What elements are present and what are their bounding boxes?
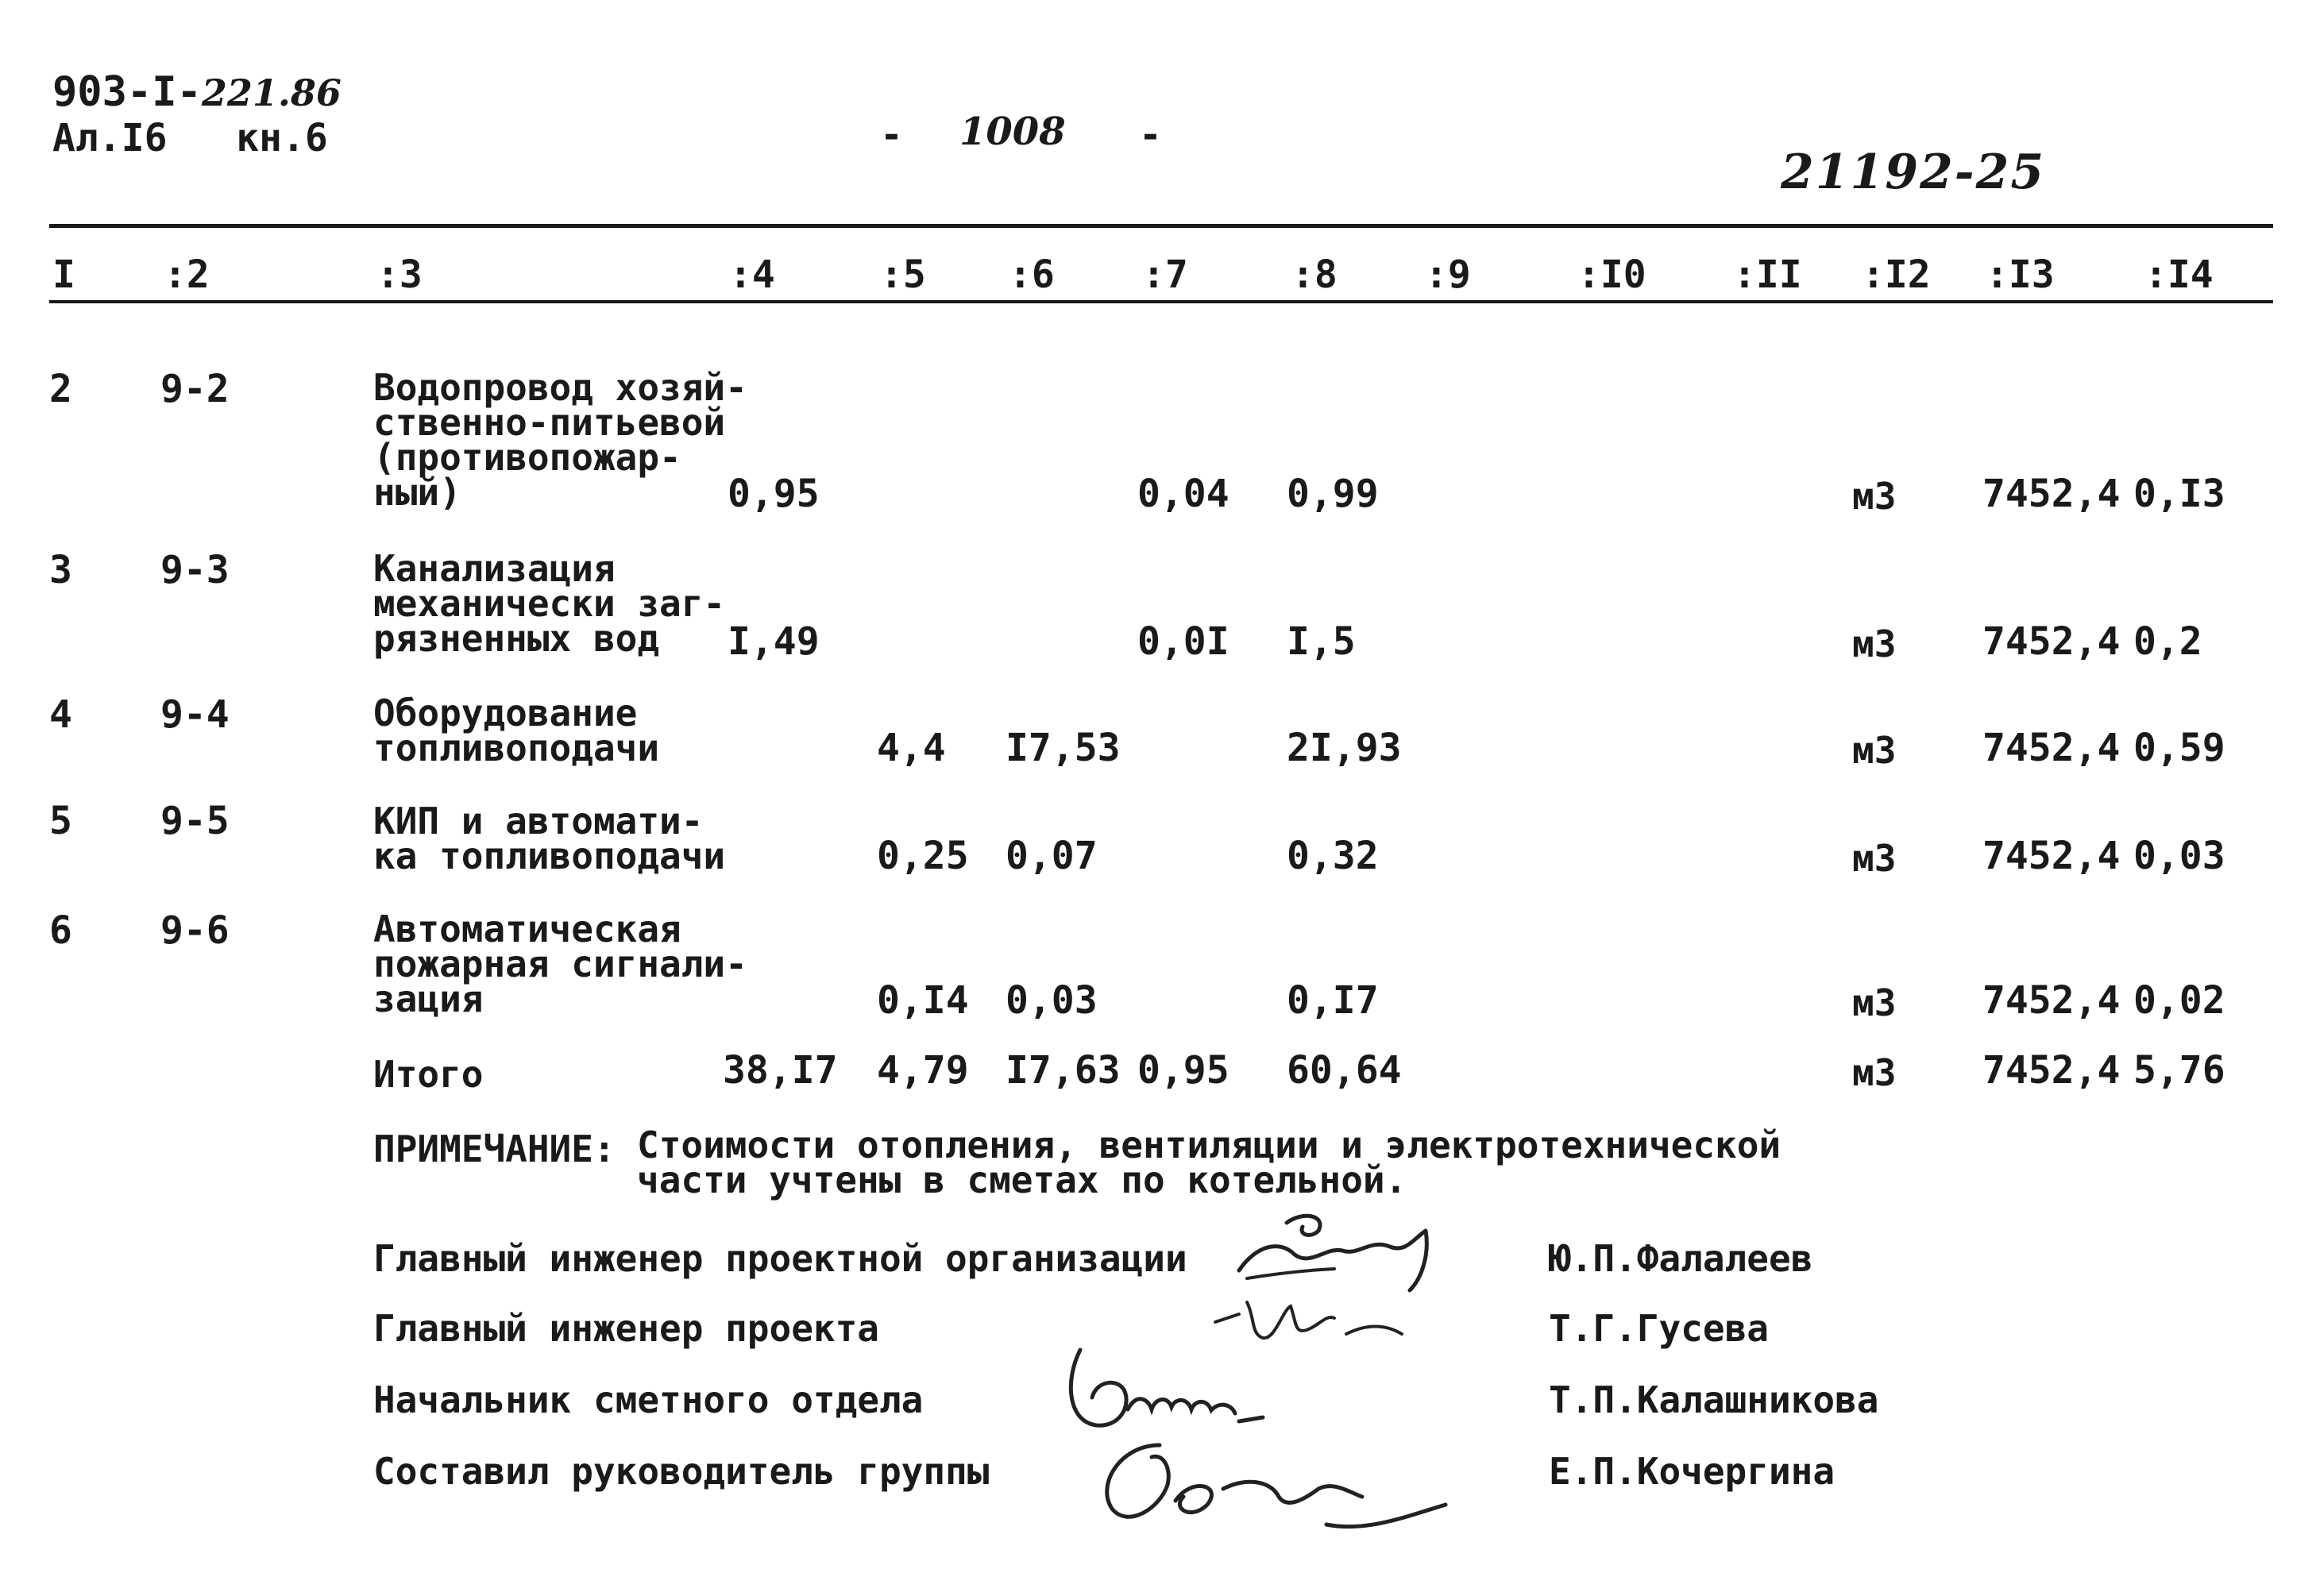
row-code: 9-2 bbox=[160, 367, 230, 411]
total-c14: 5,76 bbox=[2133, 1048, 2225, 1093]
signature-name: Т.Г.Гусева bbox=[1549, 1307, 1769, 1350]
cell-c8: 0,32 bbox=[1287, 834, 1379, 878]
dash-left: - bbox=[880, 113, 903, 157]
row-code: 9-5 bbox=[160, 799, 230, 843]
cell-c7: 0,0I bbox=[1137, 619, 1229, 664]
col-header-8: :8 bbox=[1291, 253, 1338, 297]
doc-code bbox=[52, 68, 342, 116]
cell-c4: 0,95 bbox=[728, 472, 820, 516]
cell-c13: 7452,4 bbox=[1982, 834, 2121, 878]
total-c13: 7452,4 bbox=[1982, 1048, 2121, 1093]
note-line-1: Стоимости отопления, вентиляции и электротехнической bbox=[637, 1124, 1781, 1166]
cell-c6: 0,07 bbox=[1006, 834, 1098, 878]
cell-unit: м3 bbox=[1852, 475, 1897, 518]
row-name: КИП и автомати- ка топливоподачи bbox=[373, 800, 726, 877]
cell-c13: 7452,4 bbox=[1982, 726, 2121, 770]
col-header-7: :7 bbox=[1142, 253, 1188, 297]
cell-c6: 0,03 bbox=[1006, 978, 1098, 1023]
signature-role: Главный инженер проектной организации bbox=[373, 1237, 1187, 1280]
col-header-2: :2 bbox=[164, 253, 210, 297]
col-header-12: :I2 bbox=[1862, 253, 1931, 297]
row-name: Канализация механически заг- рязненных вод bbox=[373, 547, 726, 660]
col-header-6: :6 bbox=[1009, 253, 1055, 297]
cell-unit: м3 bbox=[1852, 623, 1897, 665]
signature-4-graphic bbox=[1088, 1421, 1485, 1540]
total-c6: I7,63 bbox=[1006, 1048, 1121, 1093]
cell-c13: 7452,4 bbox=[1982, 619, 2121, 664]
row-number: 5 bbox=[49, 799, 72, 843]
row-name: Водопровод хозяй- ственно-питьевой (противопожар- ный) bbox=[373, 366, 747, 514]
cell-c7: 0,04 bbox=[1137, 472, 1229, 516]
signature-name: Ю.П.Фалалеев bbox=[1549, 1237, 1813, 1280]
total-c5: 4,79 bbox=[877, 1048, 969, 1093]
col-header-1: I bbox=[52, 253, 75, 297]
doc-code-printed: 903-I- bbox=[52, 68, 202, 116]
total-c7: 0,95 bbox=[1137, 1048, 1229, 1093]
cell-unit: м3 bbox=[1852, 729, 1897, 772]
col-header-4: :4 bbox=[729, 253, 775, 297]
col-header-14: :I4 bbox=[2144, 253, 2214, 297]
note-label: ПРИМЕЧАНИЕ: bbox=[373, 1128, 616, 1170]
total-unit: м3 bbox=[1852, 1051, 1897, 1094]
row-name: Автоматическая пожарная сигнали- зация bbox=[373, 908, 747, 1020]
total-label: Итого bbox=[373, 1053, 484, 1096]
cell-c14: 0,I3 bbox=[2133, 472, 2225, 516]
cell-c8: 0,I7 bbox=[1287, 978, 1379, 1023]
cell-c14: 0,59 bbox=[2133, 726, 2225, 770]
cell-c5: 0,I4 bbox=[877, 978, 969, 1023]
total-c4: 38,I7 bbox=[723, 1048, 838, 1093]
signature-name: Т.П.Калашникова bbox=[1549, 1378, 1879, 1421]
signature-role: Начальник сметного отдела bbox=[373, 1378, 924, 1421]
row-code: 9-6 bbox=[160, 908, 230, 953]
cell-c8: I,5 bbox=[1287, 619, 1356, 664]
row-number: 6 bbox=[49, 908, 72, 953]
col-header-3: :3 bbox=[376, 253, 423, 297]
cell-c13: 7452,4 bbox=[1982, 978, 2121, 1023]
signature-name: Е.П.Кочергина bbox=[1549, 1450, 1836, 1493]
cell-c14: 0,03 bbox=[2133, 834, 2225, 878]
note-line-2: части учтены в сметах по котельной. bbox=[637, 1158, 1407, 1201]
row-code: 9-3 bbox=[160, 548, 230, 592]
cell-c5: 0,25 bbox=[877, 834, 969, 878]
col-header-13: :I3 bbox=[1986, 253, 2055, 297]
col-header-5: :5 bbox=[880, 253, 926, 297]
total-c8: 60,64 bbox=[1287, 1048, 1402, 1093]
cell-c4: I,49 bbox=[728, 619, 820, 664]
page-number: 1008 bbox=[959, 110, 1066, 154]
cell-unit: м3 bbox=[1852, 981, 1897, 1024]
row-number: 2 bbox=[49, 367, 72, 411]
col-header-10: :I0 bbox=[1577, 253, 1646, 297]
cell-c5: 4,4 bbox=[877, 726, 946, 770]
cell-c8: 2I,93 bbox=[1287, 726, 1402, 770]
col-header-9: :9 bbox=[1425, 253, 1471, 297]
cell-c14: 0,2 bbox=[2133, 619, 2202, 664]
doc-code-handwritten: 221.86 bbox=[201, 71, 342, 114]
row-name: Оборудование топливоподачи bbox=[373, 692, 660, 769]
col-header-11: :II bbox=[1733, 253, 1802, 297]
cell-c13: 7452,4 bbox=[1982, 472, 2121, 516]
cell-unit: м3 bbox=[1852, 837, 1897, 880]
signature-role: Главный инженер проекта bbox=[373, 1307, 879, 1350]
cell-c6: I7,53 bbox=[1006, 726, 1121, 770]
row-number: 3 bbox=[49, 548, 72, 592]
signature-role: Составил руководитель группы bbox=[373, 1450, 990, 1493]
dash-right: - bbox=[1139, 113, 1162, 157]
table-top-rule bbox=[49, 224, 2273, 228]
cell-c8: 0,99 bbox=[1287, 472, 1379, 516]
album-book: Ал.I6 кн.6 bbox=[52, 116, 328, 160]
table-header-rule bbox=[49, 300, 2273, 303]
stamp-number: 21192-25 bbox=[1781, 145, 2046, 200]
row-number: 4 bbox=[49, 692, 72, 737]
cell-c14: 0,02 bbox=[2133, 978, 2225, 1023]
row-code: 9-4 bbox=[160, 692, 230, 737]
